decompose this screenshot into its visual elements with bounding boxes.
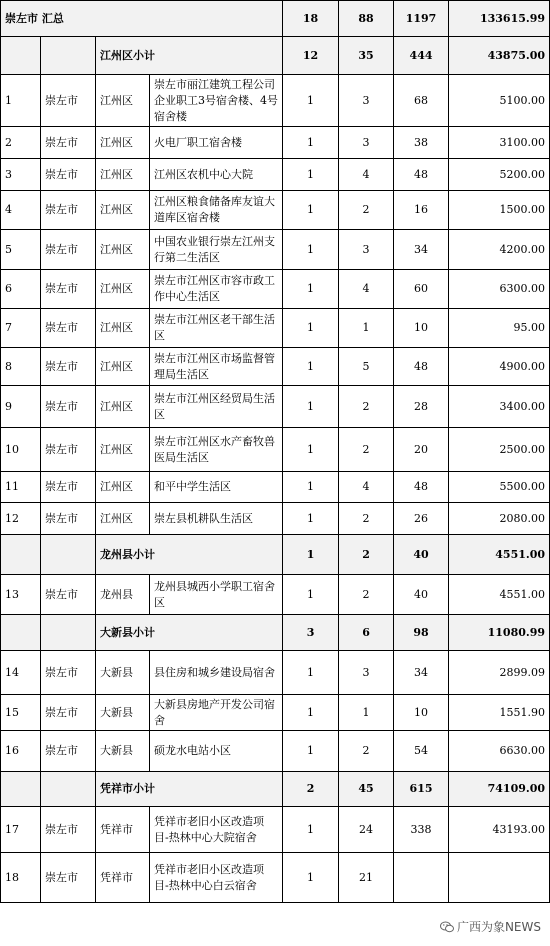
table-row [1, 127, 550, 159]
count-cell: 1 [283, 731, 339, 772]
area-cell: 3400.00 [449, 386, 550, 428]
count-cell: 1 [283, 309, 339, 348]
building-count-cell: 4 [339, 270, 394, 309]
household-count-cell: 60 [394, 270, 449, 309]
project-name-cell: 火电厂职工宿舍楼 [150, 127, 283, 159]
city-cell: 崇左市 [41, 731, 96, 772]
area-cell: 43875.00 [449, 37, 550, 75]
area-cell: 5100.00 [449, 75, 550, 127]
household-count-cell: 34 [394, 651, 449, 695]
watermark-text: 广西为象NEWS [456, 920, 541, 934]
row-number-cell: 11 [1, 472, 41, 503]
building-count-cell: 3 [339, 230, 394, 270]
project-name-cell: 龙州县城西小学职工宿舍区 [150, 575, 283, 615]
project-name-cell: 和平中学生活区 [150, 472, 283, 503]
area-cell: 4900.00 [449, 348, 550, 386]
subtotal-row [1, 615, 550, 651]
table-row [1, 348, 550, 386]
project-name-cell: 崇左县机耕队生活区 [150, 503, 283, 535]
row-number-cell: 2 [1, 127, 41, 159]
project-name-cell: 崇左市江州区水产畜牧兽医局生活区 [150, 428, 283, 472]
project-name-cell: 江州区粮食储备库友谊大道库区宿舍楼 [150, 191, 283, 230]
building-count-cell: 4 [339, 472, 394, 503]
table-row [1, 807, 550, 853]
project-name-cell: 崇左市江州区市容市政工作中心生活区 [150, 270, 283, 309]
area-cell: 1551.90 [449, 695, 550, 731]
row-number-cell [1, 772, 41, 807]
row-number-cell: 6 [1, 270, 41, 309]
row-number-cell: 10 [1, 428, 41, 472]
district-cell: 江州区 [96, 503, 150, 535]
city-cell [41, 37, 96, 75]
row-number-cell: 18 [1, 853, 41, 903]
district-cell: 江州区 [96, 230, 150, 270]
row-number-cell: 17 [1, 807, 41, 853]
district-cell: 大新县 [96, 651, 150, 695]
building-count-cell: 1 [339, 309, 394, 348]
area-cell: 6300.00 [449, 270, 550, 309]
household-count-cell: 54 [394, 731, 449, 772]
household-count-cell: 10 [394, 695, 449, 731]
count-cell: 1 [283, 75, 339, 127]
row-number-cell: 7 [1, 309, 41, 348]
building-count-cell: 88 [339, 1, 394, 37]
area-cell: 3100.00 [449, 127, 550, 159]
building-count-cell: 2 [339, 191, 394, 230]
household-count-cell: 48 [394, 472, 449, 503]
area-cell [449, 853, 550, 903]
district-cell: 江州区 [96, 75, 150, 127]
project-name-cell: 崇左市江州区经贸局生活区 [150, 386, 283, 428]
count-cell: 18 [283, 1, 339, 37]
count-cell: 1 [283, 503, 339, 535]
area-cell: 5500.00 [449, 472, 550, 503]
row-number-cell [1, 535, 41, 575]
household-count-cell: 98 [394, 615, 449, 651]
city-cell: 崇左市 [41, 651, 96, 695]
city-cell: 崇左市 [41, 472, 96, 503]
project-name-cell: 大新县房地产开发公司宿舍 [150, 695, 283, 731]
city-cell: 崇左市 [41, 159, 96, 191]
group-name-cell: 龙州县小计 [96, 535, 283, 575]
count-cell: 1 [283, 159, 339, 191]
count-cell: 2 [283, 772, 339, 807]
city-cell: 崇左市 [41, 575, 96, 615]
row-number-cell: 13 [1, 575, 41, 615]
area-cell: 133615.99 [449, 1, 550, 37]
row-number-cell: 15 [1, 695, 41, 731]
area-cell: 4200.00 [449, 230, 550, 270]
city-cell: 崇左市 [41, 348, 96, 386]
household-count-cell: 68 [394, 75, 449, 127]
row-number-cell [1, 37, 41, 75]
building-count-cell: 2 [339, 503, 394, 535]
area-cell: 6630.00 [449, 731, 550, 772]
area-cell: 4551.00 [449, 535, 550, 575]
building-count-cell: 2 [339, 575, 394, 615]
table-row [1, 270, 550, 309]
count-cell: 1 [283, 127, 339, 159]
building-count-cell: 4 [339, 159, 394, 191]
count-cell: 1 [283, 428, 339, 472]
city-cell: 崇左市 [41, 230, 96, 270]
household-count-cell: 48 [394, 159, 449, 191]
district-cell: 江州区 [96, 127, 150, 159]
table-row [1, 575, 550, 615]
count-cell: 1 [283, 853, 339, 903]
area-cell: 2080.00 [449, 503, 550, 535]
district-cell: 江州区 [96, 348, 150, 386]
group-name-cell: 江州区小计 [96, 37, 283, 75]
area-cell: 5200.00 [449, 159, 550, 191]
building-count-cell: 2 [339, 731, 394, 772]
household-count-cell: 615 [394, 772, 449, 807]
district-cell: 大新县 [96, 695, 150, 731]
building-count-cell: 2 [339, 428, 394, 472]
household-count-cell: 1197 [394, 1, 449, 37]
district-cell: 江州区 [96, 191, 150, 230]
household-count-cell: 20 [394, 428, 449, 472]
table-row [1, 191, 550, 230]
table-row [1, 230, 550, 270]
city-cell: 崇左市 [41, 853, 96, 903]
district-cell: 江州区 [96, 270, 150, 309]
building-count-cell: 2 [339, 535, 394, 575]
building-count-cell: 35 [339, 37, 394, 75]
area-cell: 1500.00 [449, 191, 550, 230]
project-name-cell: 凭祥市老旧小区改造项目-热林中心大院宿舍 [150, 807, 283, 853]
city-cell: 崇左市 [41, 807, 96, 853]
project-name-cell: 县住房和城乡建设局宿舍 [150, 651, 283, 695]
count-cell: 1 [283, 651, 339, 695]
project-name-cell: 江州区农机中心大院 [150, 159, 283, 191]
household-count-cell: 444 [394, 37, 449, 75]
household-count-cell: 28 [394, 386, 449, 428]
building-count-cell: 2 [339, 386, 394, 428]
table-row [1, 309, 550, 348]
table-row [1, 472, 550, 503]
household-count-cell: 38 [394, 127, 449, 159]
project-name-cell: 崇左市江州区市场监督管理局生活区 [150, 348, 283, 386]
household-count-cell: 338 [394, 807, 449, 853]
household-count-cell: 10 [394, 309, 449, 348]
building-count-cell: 24 [339, 807, 394, 853]
table-row [1, 386, 550, 428]
table-row [1, 428, 550, 472]
count-cell: 1 [283, 472, 339, 503]
city-cell: 崇左市 [41, 386, 96, 428]
city-cell [41, 615, 96, 651]
city-cell: 崇左市 [41, 428, 96, 472]
project-name-cell: 硕龙水电站小区 [150, 731, 283, 772]
district-cell: 龙州县 [96, 575, 150, 615]
building-count-cell: 6 [339, 615, 394, 651]
district-cell: 江州区 [96, 159, 150, 191]
table-row [1, 695, 550, 731]
district-cell: 凭祥市 [96, 807, 150, 853]
city-cell: 崇左市 [41, 309, 96, 348]
row-number-cell: 8 [1, 348, 41, 386]
count-cell: 1 [283, 348, 339, 386]
area-cell: 43193.00 [449, 807, 550, 853]
area-cell: 95.00 [449, 309, 550, 348]
row-number-cell: 5 [1, 230, 41, 270]
row-number-cell: 3 [1, 159, 41, 191]
table-row [1, 159, 550, 191]
row-number-cell [1, 615, 41, 651]
group-name-cell: 崇左市 汇总 [1, 1, 283, 37]
count-cell: 12 [283, 37, 339, 75]
table-row [1, 731, 550, 772]
group-name-cell: 凭祥市小计 [96, 772, 283, 807]
household-count-cell: 48 [394, 348, 449, 386]
household-count-cell [394, 853, 449, 903]
district-cell: 凭祥市 [96, 853, 150, 903]
row-number-cell: 16 [1, 731, 41, 772]
count-cell: 1 [283, 695, 339, 731]
row-number-cell: 1 [1, 75, 41, 127]
building-count-cell: 3 [339, 75, 394, 127]
household-count-cell: 26 [394, 503, 449, 535]
city-cell [41, 772, 96, 807]
count-cell: 1 [283, 575, 339, 615]
group-name-cell: 大新县小计 [96, 615, 283, 651]
household-count-cell: 34 [394, 230, 449, 270]
household-count-cell: 40 [394, 535, 449, 575]
area-cell: 11080.99 [449, 615, 550, 651]
count-cell: 1 [283, 270, 339, 309]
table-row [1, 853, 550, 903]
project-name-cell: 中国农业银行崇左江州支行第二生活区 [150, 230, 283, 270]
subtotal-row [1, 37, 550, 75]
district-cell: 江州区 [96, 472, 150, 503]
city-cell: 崇左市 [41, 695, 96, 731]
area-cell: 2899.09 [449, 651, 550, 695]
district-cell: 江州区 [96, 386, 150, 428]
city-cell: 崇左市 [41, 270, 96, 309]
city-cell [41, 535, 96, 575]
count-cell: 3 [283, 615, 339, 651]
table-row [1, 503, 550, 535]
count-cell: 1 [283, 535, 339, 575]
district-cell: 江州区 [96, 309, 150, 348]
subtotal-row [1, 1, 550, 37]
building-count-cell: 3 [339, 651, 394, 695]
wechat-icon [440, 921, 454, 933]
city-cell: 崇左市 [41, 127, 96, 159]
count-cell: 1 [283, 230, 339, 270]
building-count-cell: 45 [339, 772, 394, 807]
building-count-cell: 5 [339, 348, 394, 386]
building-count-cell: 1 [339, 695, 394, 731]
household-count-cell: 16 [394, 191, 449, 230]
count-cell: 1 [283, 807, 339, 853]
table-row [1, 75, 550, 127]
table-row [1, 651, 550, 695]
city-cell: 崇左市 [41, 191, 96, 230]
building-count-cell: 3 [339, 127, 394, 159]
project-name-cell: 凭祥市老旧小区改造项目-热林中心白云宿舍 [150, 853, 283, 903]
district-cell: 大新县 [96, 731, 150, 772]
row-number-cell: 14 [1, 651, 41, 695]
district-cell: 江州区 [96, 428, 150, 472]
area-cell: 4551.00 [449, 575, 550, 615]
area-cell: 74109.00 [449, 772, 550, 807]
row-number-cell: 4 [1, 191, 41, 230]
project-name-cell: 崇左市江州区老干部生活区 [150, 309, 283, 348]
count-cell: 1 [283, 191, 339, 230]
count-cell: 1 [283, 386, 339, 428]
city-cell: 崇左市 [41, 503, 96, 535]
project-name-cell: 崇左市丽江建筑工程公司企业职工3号宿舍楼、4号宿舍楼 [150, 75, 283, 127]
area-cell: 2500.00 [449, 428, 550, 472]
city-cell: 崇左市 [41, 75, 96, 127]
building-count-cell: 21 [339, 853, 394, 903]
watermark [437, 917, 544, 936]
row-number-cell: 12 [1, 503, 41, 535]
row-number-cell: 9 [1, 386, 41, 428]
subtotal-row [1, 535, 550, 575]
subtotal-row [1, 772, 550, 807]
household-count-cell: 40 [394, 575, 449, 615]
